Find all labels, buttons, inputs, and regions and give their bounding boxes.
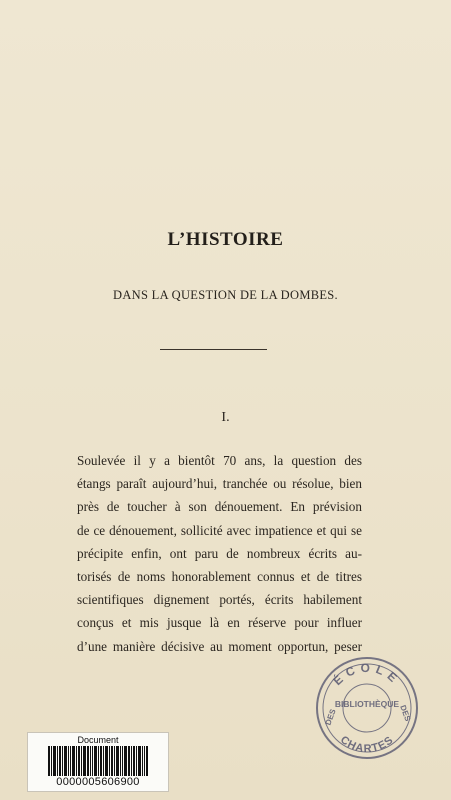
stamp-top-text: ÉCOLE (330, 660, 404, 689)
text-line: de ce dénouement, sollicité avec impatience et qui se (77, 522, 362, 538)
body-paragraph (77, 449, 362, 658)
title-divider (160, 349, 267, 350)
barcode-number: 0000005606900 (56, 776, 140, 788)
library-stamp (313, 654, 421, 762)
page-title: L’HISTOIRE (167, 229, 284, 250)
stamp-middle-text: BIBLIOTHÈQUE (334, 699, 400, 709)
text-line: précipite enfin, ont paru de nombreux écrits au- (77, 545, 362, 561)
text-line: d’une manière décisive au moment opportun, peser (77, 638, 362, 654)
stamp-bottom-text: CHARTES (337, 733, 397, 756)
text-line: Soulevée il y a bientôt 70 ans, la question des (77, 453, 362, 468)
text-line: torisés de noms honorablement connus et de titres (77, 568, 362, 584)
stamp-left-text: DES (323, 707, 338, 727)
section-number: I. (221, 410, 230, 425)
stamp-right-text: DES (398, 703, 413, 723)
text-line: conçus et mis jusque là en réserve pour influer (77, 615, 362, 631)
text-line: scientifiques dignement portés, écrits habilement (77, 592, 362, 608)
barcode-label (27, 732, 169, 792)
text-line: près de toucher à son dénouement. En prévision (77, 499, 362, 515)
barcode-icon (48, 746, 148, 776)
text-line: étangs paraît aujourd’hui, tranchée ou résolue, bien (77, 476, 362, 492)
barcode-title: Document (77, 735, 119, 745)
page-subtitle: DANS LA QUESTION DE LA DOMBES. (113, 288, 338, 302)
